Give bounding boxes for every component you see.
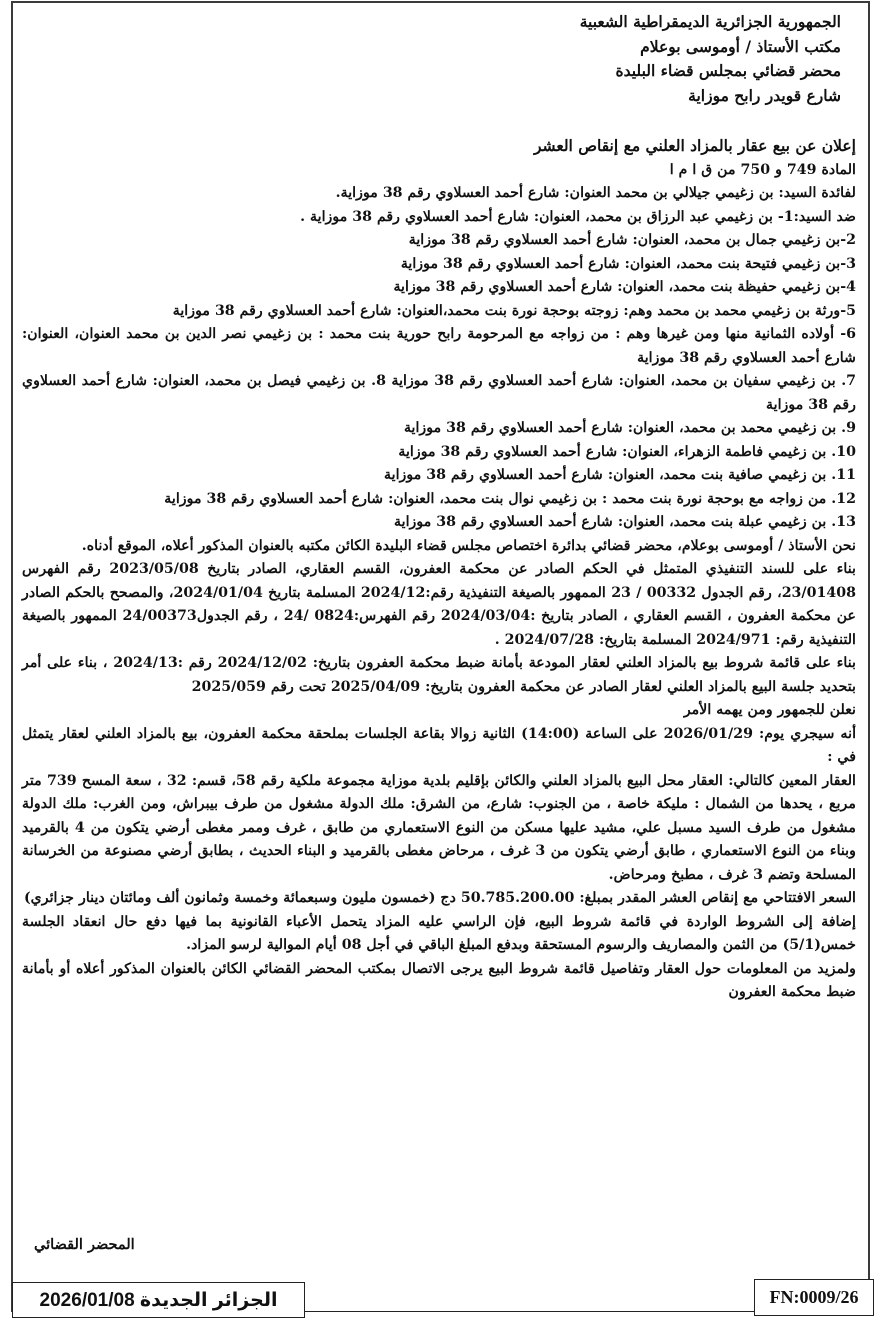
property-description: العقار المعين كالتالي: العقار محل البيع بالمزاد العلني والكائن بإقليم بلدية موزاية مجموعة ملكية رقم 58، قسم: 32 ، سعة المسح 739 متر مربع ، يحدها من الشمال : مليكة خاصة ، من الجنوب: شارع، من الشرق: ملك الدولة مشغول من طرف بيبراش، ومن الغرب: ملك الدولة مشغول من طرف السيد مسبل علي، مشيد عليها مسكن من النوع الاستعماري من طابق ، غرف وممر مغطى أرضي يتكون من 4 بالقرميد وبناء من النوع الاستعماري ، طابق أرضي يتكون من 3 غرف ، مرحاض مغطى بالقرميد و البناء الحديث ، بطابق أرضي مصنوعة من الخرسانة المسلحة وتضم 3 غرف ، مطبخ ومرحاض. bbox=[22, 772, 856, 883]
newspaper-date-box bbox=[12, 1282, 305, 1318]
enforcement-basis: بناء على للسند التنفيذي المتمثل في الحكم الصادر عن محكمة العفرون، القسم العقاري، الصادر بتاريخ 2023/05/08 رقم الفهرس 23/01408، رقم الجدول 00332 / 23 الممهور بالصيغة التنفيذية رقم:2024/12 المسلمة بتاريخ 2024/01/04، والمصحح بالحكم الصادر عن محكمة العفرون ، القسم العقاري ، الصادر بتاريخ :2024/03/04 رقم الفهرس:0824 /24 ، رقم الجدول24/00373 الممهور بالصيغة التنفيذية رقم: 2024/971 المسلمة بتاريخ: 2024/07/28 . bbox=[22, 561, 857, 648]
defendant-12: 12. من زواجه مع بوحجة نورة بنت محمد : بن زغيمي نوال بنت محمد، العنوان: شارع أحمد العسلاوي رقم 38 موزاية bbox=[164, 490, 856, 507]
defendant-3: 3-بن زغيمي فتيحة بنت محمد، العنوان: شارع أحمد العسلاوي رقم 38 موزاية bbox=[400, 255, 856, 272]
defendant-11: 11. بن زغيمي صافية بنت محمد، العنوان: شارع أحمد العسلاوي رقم 38 موزاية bbox=[384, 467, 856, 483]
header-line-office: مكتب الأستاذ / أوموسى بوعلام bbox=[640, 36, 841, 56]
newspaper-date: الجزائر الجديدة 2026/01/08 bbox=[39, 1289, 278, 1311]
payment-terms: إضافة إلى الشروط الواردة في قائمة شروط البيع، فإن الراسي عليه المزاد يتحمل الأعباء القانونية بما فيها دفع حال انعقاد الجلسة خمس(5/1) من الثمن والمصاريف والرسوم المستحقة وبدفع المبلغ الباقي في أجل 08 أيام الموالية لرسو المزاد. bbox=[22, 913, 856, 953]
defendant-2: 2-بن زغيمي جمال بن محمد، العنوان: شارع أحمد العسلاوي رقم 38 موزاية bbox=[408, 232, 856, 248]
opening-price: السعر الافتتاحي مع إنقاص العشر المقدر بمبلغ: 50.785.200.00 دج (خمسون مليون وسبعمائة وخمسة وثمانون ألف ومائتان دينار جزائري) bbox=[23, 890, 856, 906]
defendant-13: 13. بن زغيمي عبلة بنت محمد، العنوان: شارع أحمد العسلاوي رقم 38 موزاية bbox=[394, 514, 856, 530]
auction-date: أنه سيجري يوم: 2026/01/29 على الساعة (14:00) الثانية زوالا بقاعة الجلسات بملحقة محكمة العفرون، بيع بالمزاد العلني لعقار يتمثل في : bbox=[22, 725, 857, 765]
header-line-court: محضر قضائي بمجلس قضاء البليدة bbox=[615, 61, 841, 80]
header-line-republic: الجمهورية الجزائرية الديمقراطية الشعبية bbox=[579, 12, 841, 31]
defendant-4: 4-بن زغيمي حفيظة بنت محمد، العنوان: شارع أحمد العسلاوي رقم 38 موزاية bbox=[393, 279, 856, 295]
notice-title: إعلان عن بيع عقار بالمزاد العلني مع إنقاص العشر bbox=[533, 136, 856, 155]
defendant-5: 5-ورثة بن زغيمي محمد بن محمد وهم: زوجته بوحجة نورة بنت محمد،العنوان: شارع أحمد العسلاوي رقم 38 موزاية bbox=[172, 302, 856, 319]
contact-info: ولمزيد من المعلومات حول العقار وتفاصيل قائمة شروط البيع يرجى الاتصال بمكتب المحضر القضائي الكائن بالعنوان المذكور أعلاه أو بأمانة ضبط محكمة العفرون bbox=[22, 960, 856, 1000]
bailiff-header bbox=[22, 10, 841, 108]
defendant-9: 9. بن زغيمي محمد بن محمد، العنوان: شارع أحمد العسلاوي رقم 38 موزاية bbox=[403, 420, 856, 436]
file-number-box bbox=[754, 1279, 874, 1316]
header-line-address: شارع قويدر رابح موزاية bbox=[688, 85, 841, 105]
public-announcement: نعلن للجمهور ومن يهمه الأمر bbox=[683, 702, 856, 718]
file-number: FN:0009/26 bbox=[769, 1287, 859, 1307]
signature-label: المحضر القضائي bbox=[34, 1236, 135, 1253]
notice-content bbox=[22, 10, 856, 1005]
conditions-basis: بناء على قائمة شروط بيع بالمزاد العلني لعقار المودعة بأمانة ضبط محكمة العفرون بتاريخ: 2024/12/02 رقم :2024/13 ، بناء على أمر بتحديد جلسة البيع بالمزاد العلني لعقار الصادر عن محكمة العفرون بتاريخ: 2025/04/09 تحت رقم 2025/059 bbox=[22, 655, 856, 695]
defendant-10: 10. بن زغيمي فاطمة الزهراء، العنوان: شارع أحمد العسلاوي رقم 38 موزاية bbox=[398, 443, 856, 460]
bailiff-statement: نحن الأستاذ / أوموسى بوعلام، محضر قضائي بدائرة اختصاص مجلس قضاء البليدة الكائن مكتبه بالعنوان المذكور أعلاه، الموقع أدناه. bbox=[81, 537, 856, 554]
defendant-1: ضد السيد:1- بن زغيمي عبد الرزاق بن محمد، العنوان: شارع أحمد العسلاوي رقم 38 موزاية . bbox=[300, 208, 856, 225]
beneficiary: لفائدة السيد: بن زغيمي جيلالي بن محمد العنوان: شارع أحمد العسلاوي رقم 38 موزاية. bbox=[335, 185, 856, 201]
defendant-7-8: 7. بن زغيمي سفيان بن محمد، العنوان: شارع أحمد العسلاوي رقم 38 موزاية 8. بن زغيمي فيصل بن محمد، العنوان: شارع أحمد العسلاوي رقم 38 موزاية bbox=[22, 373, 857, 413]
defendant-6: 6- أولاده الثمانية منها ومن غيرها وهم : من زواجه مع المرحومة رابح حورية بنت محمد : بن زغيمي نصر الدين بن محمد العنوان، العنوان: شارع أحمد العسلاوي رقم 38 موزاية bbox=[22, 326, 856, 366]
notice-article: المادة 749 و 750 من ق ا م ا bbox=[669, 161, 856, 178]
